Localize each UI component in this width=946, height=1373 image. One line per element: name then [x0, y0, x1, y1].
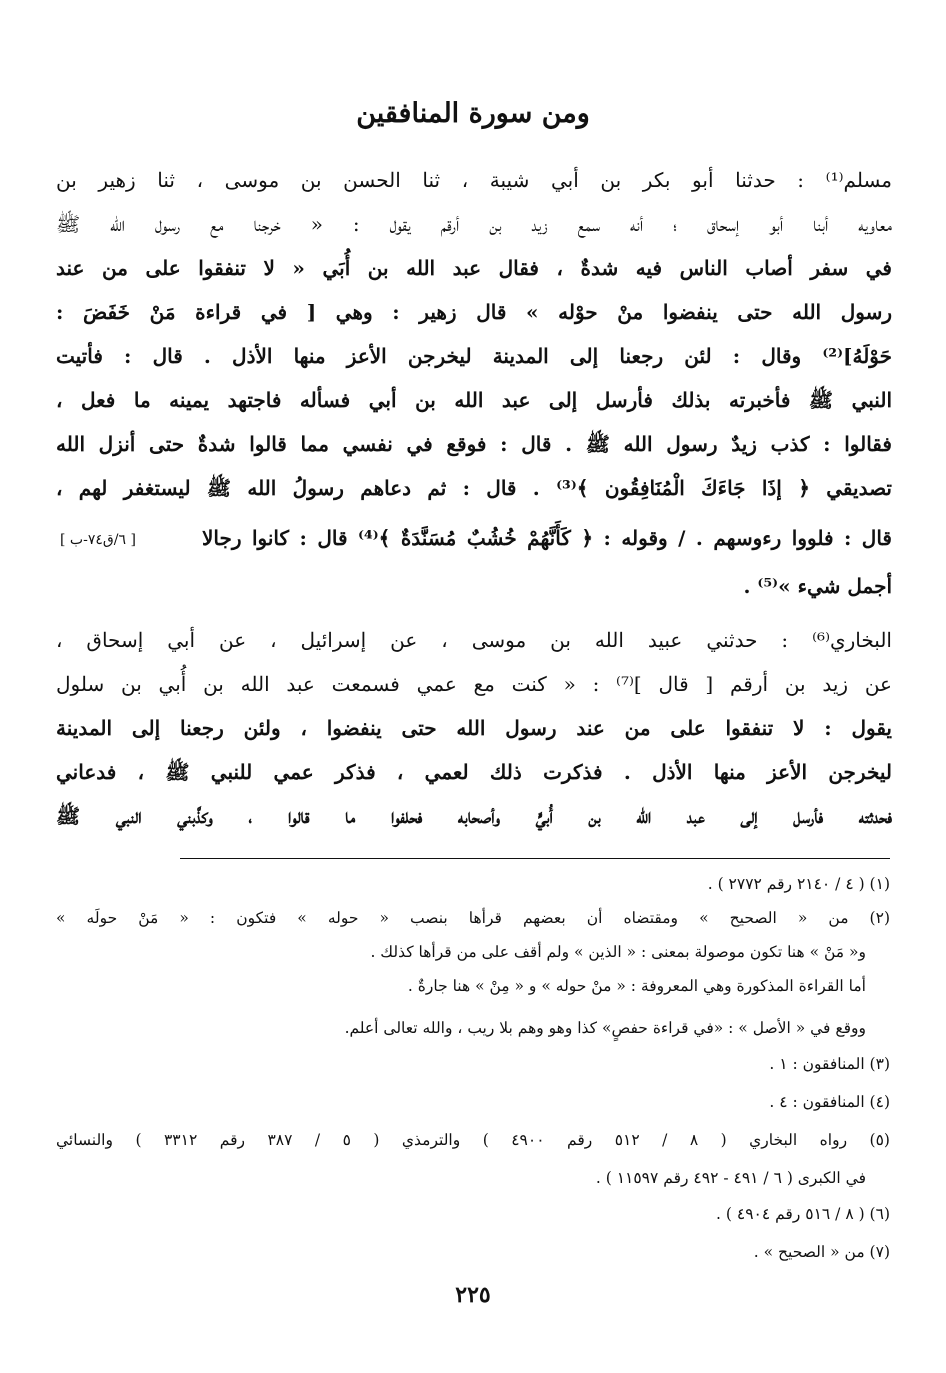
body-line: في سفر أصاب الناس فيه شدةٌ ، فقال عبد الله بن أُبَي « لا تنفقوا على من عند: [56, 256, 892, 280]
page-number: ٢٢٥: [455, 1282, 491, 1308]
footnote-line: (١) ( ٤ / ٢١٤٠ رقم ٢٧٧٢ ) .: [707, 875, 890, 893]
body-line: يقول : لا تنفقوا على من عند رسول الله حتى ينفضوا ، ولئن رجعنا إلى المدينة: [56, 716, 892, 740]
body-line: رسول الله حتى ينفضوا منْ حوْله » قال زهير : وهي [ في قراءة مَنْ خَفَضَ :: [56, 300, 892, 324]
footnote-separator: [180, 858, 890, 859]
footnote-line: (٤) المنافقون : ٤ .: [769, 1093, 890, 1111]
body-line: ليخرجن الأعز منها الأذل . فذكرت ذلك لعمي ، فذكر عمي للنبي ﷺ ، فدعاني: [56, 760, 892, 784]
body-line: تصديقي ﴿ إذَا جَاءَكَ الْمُنَافِقُون ﴾⁽³⁾ . قال : ثم دعاهم رسولُ الله ﷺ ليستغفر لهم ،: [56, 476, 892, 500]
footnote-line: (٥) رواه البخاري ( ٨ / ٥١٢ رقم ٤٩٠٠ ) والترمذي ( ٥ / ٣٨٧ رقم ٣٣١٢ ) والنسائي: [56, 1131, 890, 1149]
footnote-line: (٧) من « الصحيح » .: [753, 1243, 890, 1261]
page-title: ومن سورة المنافقين: [356, 98, 590, 129]
body-line: البخاري⁽⁶⁾ : حدثني عبيد الله بن موسى ، عن إسرائيل ، عن أبي إسحاق ،: [56, 628, 892, 652]
body-line: مسلم⁽¹⁾ : حدثنا أبو بكر بن أبي شيبة ، ثنا الحسن بن موسى ، ثنا زهير بن: [56, 168, 892, 192]
footnote-line: ووقع في « الأصل » : «في قراءة حفصٍ» كذا وهو وهم بلا ريب ، والله تعالى أعلم.: [344, 1019, 866, 1037]
footnote-line: (٣) المنافقون : ١ .: [769, 1055, 890, 1073]
body-line: حَوْلَهُ]⁽²⁾ وقال : لئن رجعنا إلى المدينة ليخرجن الأعز منها الأذل . قال : فأتيت: [56, 344, 892, 368]
body-line: فحدثته فأرسل إلى عبد الله بن أُبيٍّ وأصحابه فحلفوا ما قالوا ، وكذَّبني النبي ﷺ: [56, 804, 892, 828]
body-line: قال : فلووا رءوسهم . / وقوله : ﴿ كَأَنَّهُمْ خُشُبٌ مُسَنَّدَةٌ ﴾⁽⁴⁾ قال : كانوا رجالا: [202, 526, 892, 550]
footnote-line: و« مَنْ » هنا تكون موصولة بمعنى : « الذين » ولم أقف على من قرأها كذلك .: [370, 943, 866, 961]
footnote-line: في الكبرى ( ٦ / ٤٩١ - ٤٩٢ رقم ١١٥٩٧ ) .: [595, 1169, 866, 1187]
body-line: معاويه أبنا أبو إسحاق ؛ أنه سمع زيد بن أرقم يقول : « خرجنا مع رسول الله ﷺ: [56, 212, 892, 236]
footnote-line: (٢) من « الصحيح » ومقتضاه أن بعضهم قرأها بنصب « حوله » فتكون : « مَنْ حولَه »: [56, 909, 890, 927]
footnote-line: أما القراءة المذكورة وهي المعروفة : « منْ حوله » و « مِنْ » هنا جارةٌ .: [407, 977, 866, 995]
body-line: فقالوا : كذب زيدٌ رسول الله ﷺ . قال : فوقع في نفسي مما قالوا شدةٌ حتى أنزل الله: [56, 432, 892, 456]
body-line: عن زيد بن أرقم [ قال ]⁽⁷⁾ : « كنت مع عمي فسمعت عبد الله بن أُبي بن سلول: [56, 672, 892, 696]
body-line: النبي ﷺ فأخبرته بذلك فأرسل إلى عبد الله بن أبي فسأله فاجتهد يمينه ما فعل ،: [56, 388, 892, 412]
body-line: أجمل شيء »⁽⁵⁾ .: [743, 574, 892, 598]
manuscript-folio-reference: [ ٦/ق٧٤-ب ]: [60, 532, 136, 548]
footnote-line: (٦) ( ٨ / ٥١٦ رقم ٤٩٠٤ ) .: [716, 1205, 890, 1223]
